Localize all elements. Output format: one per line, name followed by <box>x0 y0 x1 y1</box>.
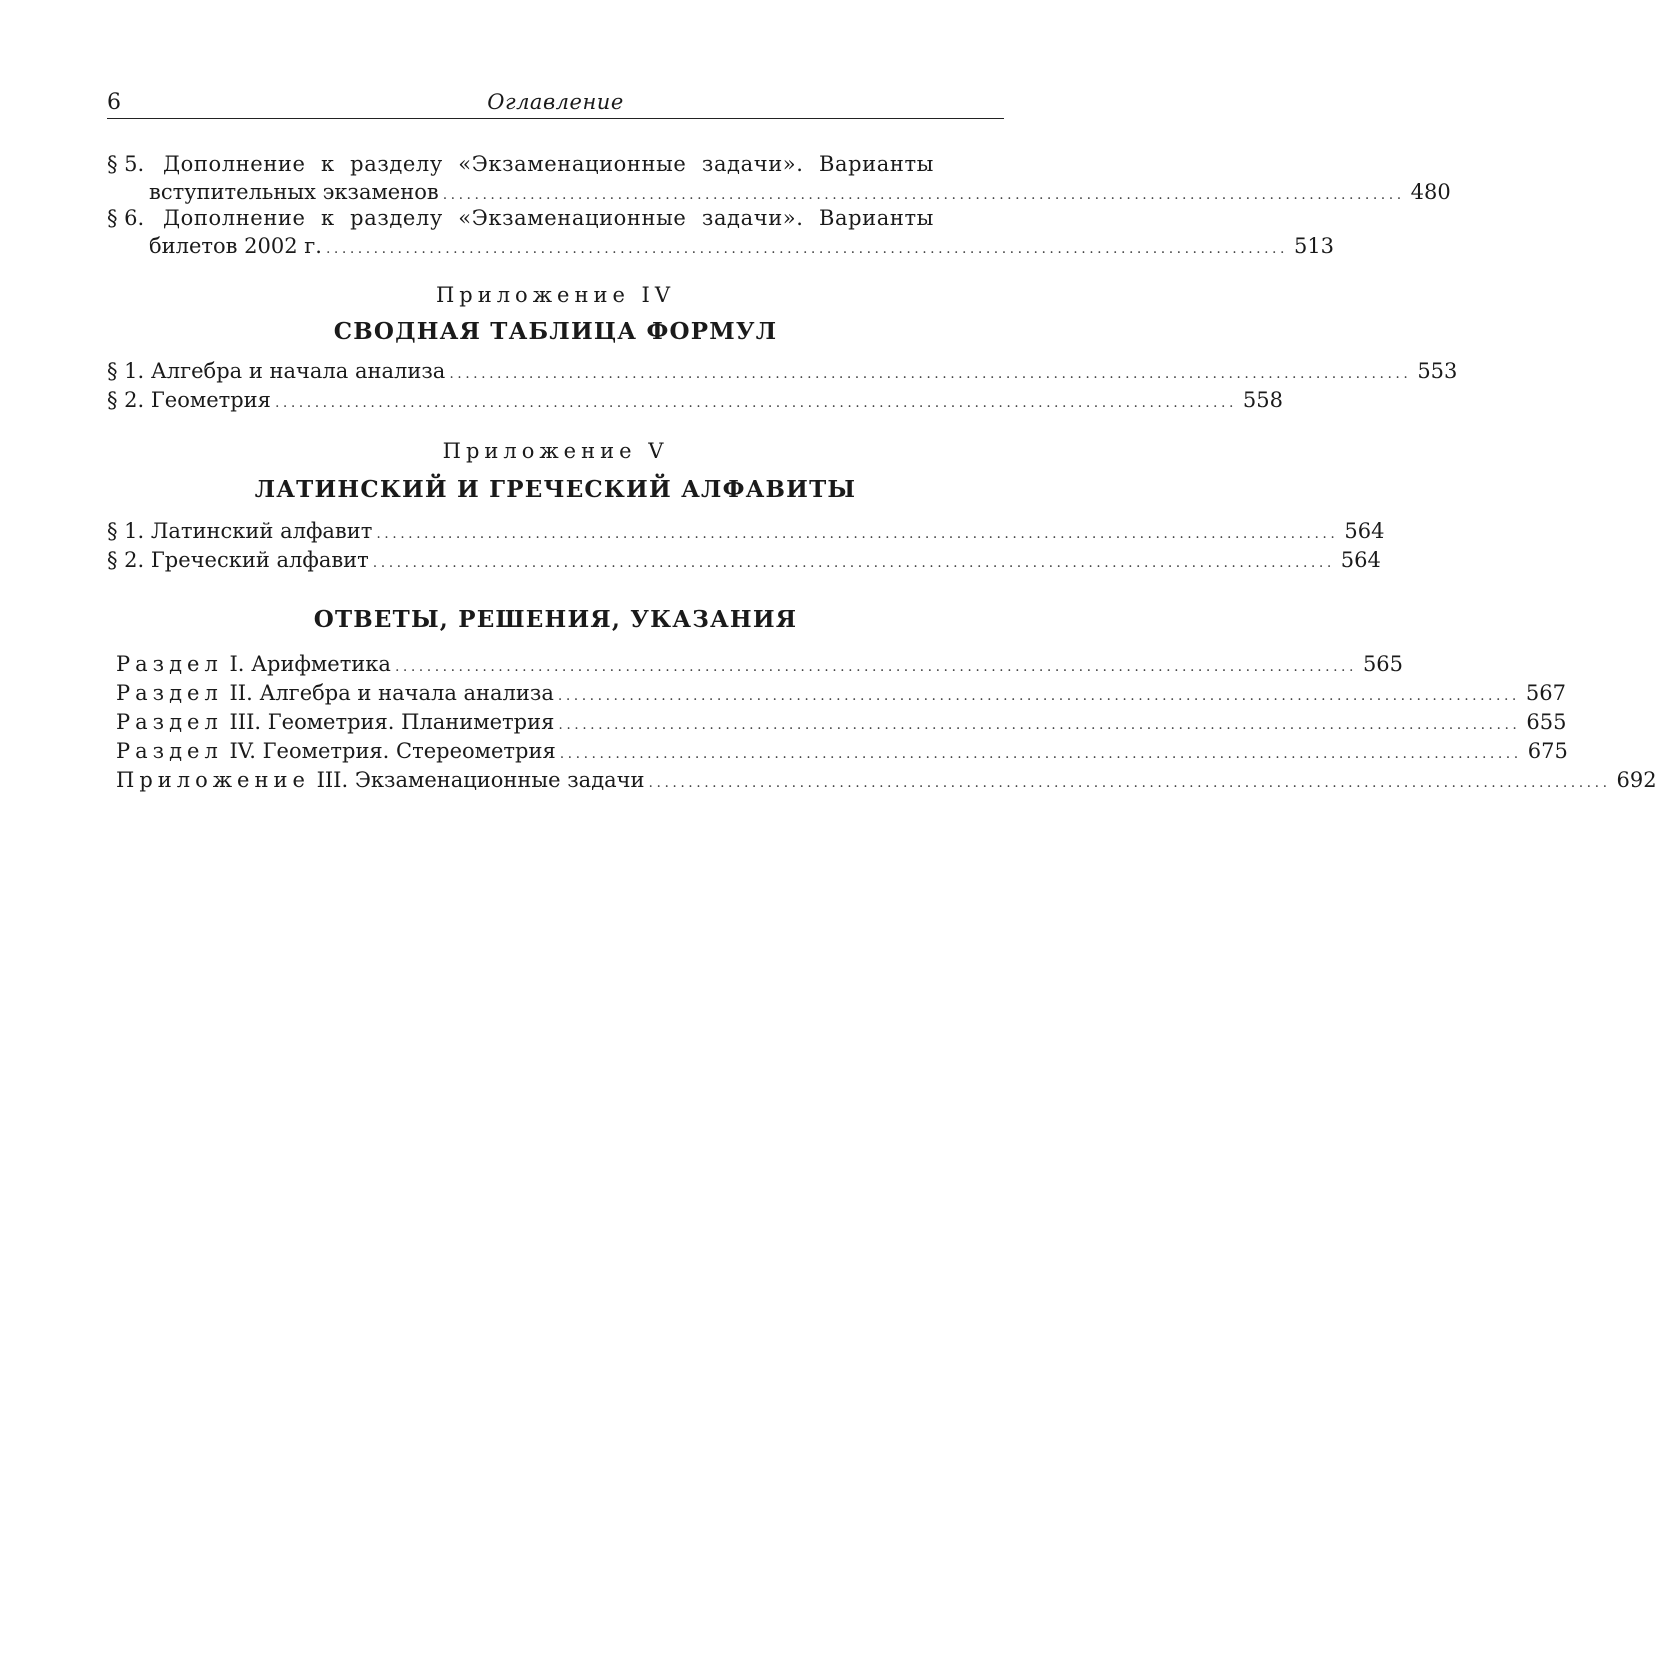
dot-leader: ......................................................................................................................... <box>559 746 1522 762</box>
appendix-4-title: СВОДНАЯ ТАБЛИЦА ФОРМУЛ <box>333 318 778 345</box>
entry-page-number: 553 <box>1417 359 1458 383</box>
dot-leader: ......................................................................................................................... <box>274 395 1237 411</box>
entry-page-number: 564 <box>1340 548 1381 572</box>
answers-title: ОТВЕТЫ, РЕШЕНИЯ, УКАЗАНИЯ <box>313 606 798 633</box>
toc-entry-formulas-geometry[interactable] <box>107 386 1284 414</box>
running-head <box>107 88 1004 119</box>
toc-entry-section-6[interactable] <box>107 204 1335 260</box>
entry-marker: § 5. <box>107 152 145 176</box>
page <box>107 0 1657 1670</box>
entry-title-continuation: билетов 2002 г. <box>149 234 322 258</box>
entry-title-line: Дополнение к разделу «Экзаменационные задачи». Варианты <box>163 152 934 176</box>
dot-leader: ......................................................................................................................... <box>372 555 1335 571</box>
entry-prefix: Раздел <box>116 652 223 676</box>
toc-entry-latin-alphabet[interactable] <box>107 517 1385 545</box>
page-number: 6 <box>107 90 121 115</box>
dot-leader: ......................................................................................................................... <box>648 775 1611 791</box>
dot-leader: ......................................................................................................................... <box>557 688 1520 704</box>
entry-page-number: 565 <box>1362 652 1404 676</box>
toc-entry-answers-exam-problems[interactable] <box>107 766 1657 794</box>
dot-leader: ......................................................................................................................... <box>376 526 1339 542</box>
entry-prefix: Раздел <box>116 739 223 763</box>
entry-page-number: 692 <box>1616 768 1657 792</box>
appendix-5-label: Приложение V <box>442 439 669 463</box>
dot-leader: ......................................................................................................................... <box>325 241 1288 257</box>
entry-page-number: 480 <box>1410 180 1451 204</box>
entry-page-number: 564 <box>1344 519 1385 543</box>
entry-page-number: 513 <box>1293 234 1335 258</box>
entry-title: III. Геометрия. Планиметрия <box>229 710 555 734</box>
entry-prefix: Раздел <box>116 681 223 705</box>
entry-title: IV. Геометрия. Стереометрия <box>229 739 556 763</box>
entry-title: § 1. Латинский алфавит <box>107 519 373 543</box>
appendix-5-title: ЛАТИНСКИЙ И ГРЕЧЕСКИЙ АЛФАВИТЫ <box>254 476 857 503</box>
entry-title: § 2. Геометрия <box>107 388 271 412</box>
entry-title: § 2. Греческий алфавит <box>107 548 369 572</box>
entry-page-number: 675 <box>1527 739 1568 763</box>
entry-title: III. Экзаменационные задачи <box>316 768 645 792</box>
toc-entry-answers-arithmetic[interactable] <box>107 650 1404 678</box>
entry-page-number: 655 <box>1526 710 1567 734</box>
entry-page-number: 558 <box>1242 388 1284 412</box>
entry-title-line: Дополнение к разделу «Экзаменационные задачи». Варианты <box>163 206 934 230</box>
toc-entry-answers-algebra[interactable] <box>107 679 1566 707</box>
toc-entry-answers-stereometry[interactable] <box>107 737 1568 765</box>
entry-title: I. Арифметика <box>229 652 391 676</box>
dot-leader: ......................................................................................................................... <box>558 717 1521 733</box>
dot-leader: ......................................................................................................................... <box>442 187 1405 203</box>
entry-prefix: Раздел <box>116 710 223 734</box>
entry-title: § 1. Алгебра и начала анализа <box>107 359 446 383</box>
dot-leader: ......................................................................................................................... <box>449 366 1412 382</box>
entry-title: II. Алгебра и начала анализа <box>229 681 554 705</box>
entry-title-continuation: вступительных экзаменов <box>149 180 439 204</box>
header-title: Оглавление <box>487 90 624 114</box>
entry-marker: § 6. <box>107 206 145 230</box>
toc-entry-formulas-algebra[interactable] <box>107 357 1458 385</box>
toc-entry-greek-alphabet[interactable] <box>107 546 1381 574</box>
dot-leader: ......................................................................................................................... <box>394 659 1357 675</box>
entry-prefix: Приложение <box>116 768 310 792</box>
entry-page-number: 567 <box>1525 681 1566 705</box>
toc-entry-answers-planimetry[interactable] <box>107 708 1567 736</box>
appendix-4-label: Приложение IV <box>435 283 676 307</box>
entry-last-line <box>149 232 1335 263</box>
toc-entry-section-5[interactable] <box>107 150 1451 206</box>
